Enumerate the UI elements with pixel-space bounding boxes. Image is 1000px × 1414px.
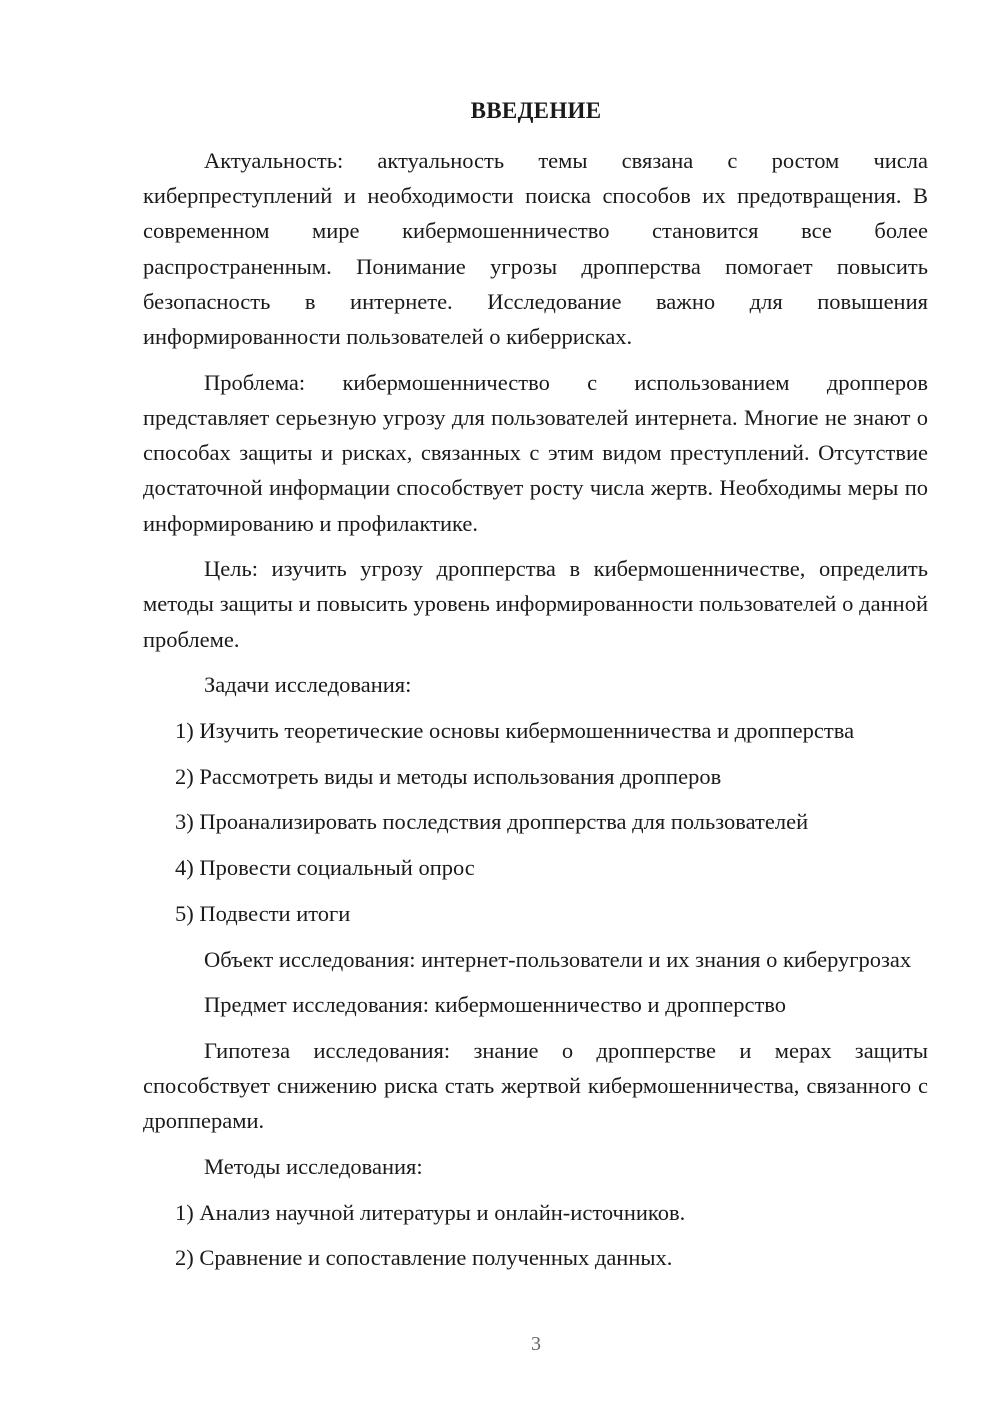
relevance-paragraph: Актуальность: актуальность темы связана с ростом числа киберпреступлений и необходимости поиска способов их предотвращения. В современном мире кибермошенничество становится все более распространенным. Понимание угрозы дропперства помогает повысить безопасность в интернете. Исследование важно для повышения информированности пользователей о киберрисках. [143, 148, 928, 350]
method-item: 1) Анализ научной литературы и онлайн-источников. [175, 1199, 686, 1225]
subject-paragraph: Предмет исследования: кибермошенничество и дропперство [204, 992, 787, 1018]
problem-paragraph: Проблема: кибермошенничество с использованием дропперов представляет серьезную угрозу для пользователей интернета. Многие не знают о способах защиты и рисках, связанных с этим видом преступлений. Отсутствие достаточной информации способствует росту числа жертв. Необходимы меры по информированию и профилактике. [143, 369, 928, 536]
method-item: 2) Сравнение и сопоставление полученных данных. [175, 1245, 673, 1271]
task-item: 5) Подвести итоги [175, 900, 351, 926]
methods-label: Методы исследования: [204, 1154, 423, 1180]
task-item: 1) Изучить теоретические основы кибермошенничества и дропперства [175, 718, 855, 744]
tasks-label: Задачи исследования: [204, 672, 412, 698]
object-paragraph: Объект исследования: интернет-пользователи и их знания о киберугрозах [204, 946, 912, 972]
body-text [143, 143, 928, 1286]
section-heading: ВВЕДЕНИЕ [470, 98, 602, 123]
task-item: 4) Провести социальный опрос [175, 855, 475, 881]
task-item: 2) Рассмотреть виды и методы использования дропперов [175, 763, 722, 789]
goal-paragraph: Цель: изучить угрозу дропперства в кибермошенничестве, определить методы защиты и повысить уровень информированности пользователей о данной проблеме. [143, 556, 928, 652]
page-number: 3 [531, 1333, 541, 1355]
task-item: 3) Проанализировать последствия дропперства для пользователей [175, 809, 809, 835]
hypothesis-paragraph: Гипотеза исследования: знание о дропперстве и мерах защиты способствует снижению риска стать жертвой кибермошенничества, связанного с дропперами. [143, 1037, 928, 1134]
